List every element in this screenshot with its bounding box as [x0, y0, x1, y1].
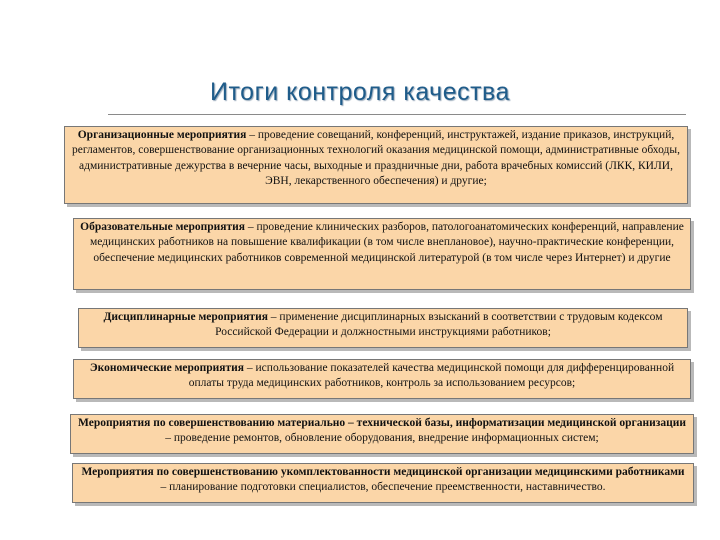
disciplinary-measures-text: – применение дисциплинарных взысканий в соответствии с трудовым кодексом Российской Федерации и должностными инструкциями работников;: [215, 311, 663, 339]
organizational-measures-text: – проведение совещаний, конференций, инструктажей, издание приказов, инструкций, регламентов, совершенствование организационных технологий оказания медицинской помощи, административные обходы, административные дежурства в вечерние часы, выходные и праздничные дни, работа врачебных комиссий (ЛКК, КИЛИ, ЭВН, лекарственного обеспечения) и другие;: [72, 129, 680, 187]
staffing-measures-heading: Мероприятия по совершенствованию укомплектованности медицинской организации медицинскими работниками: [81, 466, 685, 478]
organizational-measures-box: [64, 126, 688, 204]
educational-measures-box: [73, 218, 691, 290]
economic-measures-text: – использование показателей качества медицинской помощи для дифференцированной оплаты труда медицинских работников, контроль за использованием ресурсов;: [188, 362, 675, 390]
technical-base-measures-box: [70, 414, 694, 454]
staffing-measures-text: – планирование подготовки специалистов, обеспечение преемственности, наставничество.: [160, 481, 606, 494]
title-divider: [108, 114, 686, 115]
staffing-measures-box: [72, 463, 694, 503]
disciplinary-measures-box: [78, 308, 688, 348]
economic-measures-box: [73, 359, 691, 399]
slide-title: Итоги контроля качества: [210, 78, 510, 106]
disciplinary-measures-heading: Дисциплинарные мероприятия: [103, 311, 268, 323]
economic-measures-heading: Экономические мероприятия: [89, 362, 245, 374]
technical-base-measures-heading: Мероприятия по совершенствованию материально – технической базы, информатизации медицинской организации: [78, 417, 686, 429]
educational-measures-heading: Образовательные мероприятия: [80, 221, 246, 233]
organizational-measures-heading: Организационные мероприятия: [77, 129, 247, 141]
technical-base-measures-text: – проведение ремонтов, обновление оборудования, внедрение информационных систем;: [165, 432, 599, 445]
educational-measures-text: – проведение клинических разборов, патологоанатомических конференций, направление медицинских работников на повышение квалификации (в том числе внеплановое), научно-практические конференции, обеспечение медицинских работников современной медицинской литературой (в том числе через Интернет) и другие: [89, 221, 684, 264]
